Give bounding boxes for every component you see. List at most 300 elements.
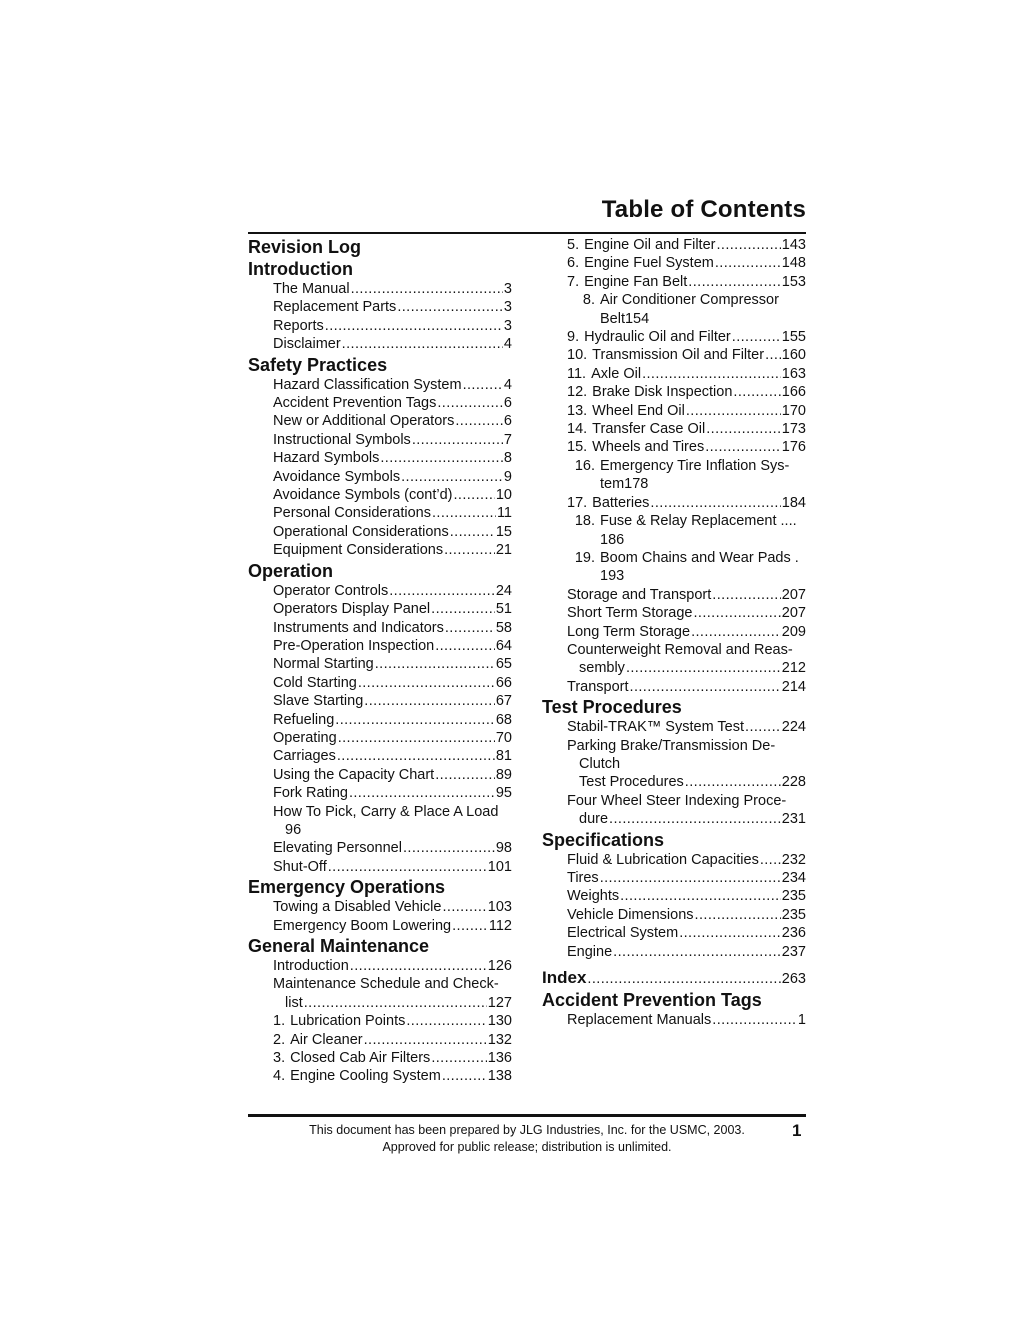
toc-entry-title: Long Term Storage bbox=[567, 623, 691, 640]
toc-entry-title: Refueling bbox=[273, 711, 335, 728]
toc-entry[interactable] bbox=[248, 582, 512, 600]
toc-entry-page: 3 bbox=[503, 281, 512, 297]
toc-section-heading[interactable]: Test Procedures bbox=[542, 697, 682, 718]
toc-entry[interactable] bbox=[248, 335, 512, 353]
toc-section-heading[interactable]: Safety Practices bbox=[248, 354, 388, 375]
toc-entry[interactable] bbox=[248, 541, 512, 559]
toc-entry-page: 3 bbox=[503, 317, 512, 334]
toc-entry-page: 235 bbox=[781, 888, 806, 905]
toc-entry[interactable] bbox=[542, 641, 806, 678]
toc-entry-title-cont: list bbox=[285, 994, 303, 1011]
leader-dots bbox=[364, 692, 495, 710]
toc-entry-page: 214 bbox=[781, 678, 806, 695]
page-title: Table of Contents bbox=[601, 196, 806, 223]
toc-entry[interactable] bbox=[248, 655, 512, 673]
toc-entry-page: 64 bbox=[495, 637, 512, 654]
toc-entry-title: Cold Starting bbox=[273, 674, 357, 691]
toc-entry-page: 58 bbox=[495, 619, 512, 636]
toc-entry[interactable] bbox=[542, 365, 806, 383]
leader-dots bbox=[444, 541, 495, 559]
toc-entry-title: Maintenance Schedule and Check- bbox=[273, 976, 499, 993]
toc-list-maintenance-numbered bbox=[542, 328, 806, 457]
leader-dots bbox=[600, 869, 781, 887]
toc-entry-number: 14. bbox=[567, 421, 588, 438]
leader-dots bbox=[693, 604, 780, 622]
leader-dots bbox=[679, 924, 781, 942]
toc-entry-title-cont: Test Procedures bbox=[579, 774, 684, 791]
toc-entry[interactable] bbox=[542, 943, 806, 961]
toc-entry-page: 231 bbox=[781, 811, 806, 828]
leader-dots bbox=[351, 280, 503, 298]
toc-entry-page: 10 bbox=[495, 487, 512, 504]
toc-entry[interactable] bbox=[542, 623, 806, 641]
toc-entry[interactable] bbox=[542, 887, 806, 905]
toc-entry[interactable] bbox=[248, 692, 512, 710]
toc-left-column bbox=[248, 236, 512, 1086]
toc-entry-page: 67 bbox=[495, 693, 512, 710]
toc-entry[interactable] bbox=[248, 784, 512, 802]
toc-entry-title: Stabil-TRAK™ System Test bbox=[567, 719, 745, 736]
leader-dots bbox=[375, 655, 495, 673]
leader-dots bbox=[325, 317, 503, 335]
toc-entry-title-cont: dure bbox=[579, 811, 609, 828]
toc-entry-number: 9. bbox=[567, 329, 580, 346]
toc-entry-page: 193 bbox=[600, 568, 625, 585]
toc-entry[interactable] bbox=[248, 975, 512, 1012]
toc-entry-title: Introduction bbox=[273, 958, 349, 974]
toc-entry[interactable] bbox=[248, 803, 512, 840]
leader-dots bbox=[401, 468, 503, 486]
toc-entry-page: 21 bbox=[495, 542, 512, 559]
toc-entry-title: Short Term Storage bbox=[567, 605, 693, 622]
toc-entry-title: Equipment Considerations bbox=[273, 542, 444, 559]
toc-entry-title: Operating bbox=[273, 729, 337, 746]
toc-entry[interactable] bbox=[248, 317, 512, 335]
leader-dots bbox=[765, 346, 781, 364]
toc-list-emergency bbox=[248, 898, 512, 935]
toc-entry-title: Weights bbox=[567, 888, 620, 905]
leader-dots bbox=[450, 523, 495, 541]
toc-entry-page: 103 bbox=[487, 899, 512, 916]
toc-entry-page: 184 bbox=[781, 494, 806, 511]
toc-entry-title: Operational Considerations bbox=[273, 523, 449, 540]
leader-dots bbox=[620, 887, 781, 905]
toc-entry-page: 127 bbox=[487, 994, 512, 1011]
leader-dots bbox=[342, 335, 503, 353]
toc-entry-number: 16. bbox=[574, 457, 595, 474]
toc-entry-title: Parking Brake/Transmission De- bbox=[567, 737, 776, 754]
leader-dots bbox=[431, 600, 495, 618]
toc-entry-title: Brake Disk Inspection bbox=[592, 384, 733, 401]
toc-entry-page: 263 bbox=[781, 971, 806, 988]
toc-section-heading[interactable]: Specifications bbox=[542, 829, 665, 850]
toc-entry-page: 65 bbox=[495, 656, 512, 673]
toc-entry-page: 170 bbox=[781, 402, 806, 419]
toc-entry-page: 24 bbox=[495, 582, 512, 599]
toc-entry[interactable] bbox=[248, 1012, 512, 1030]
page-number: 1 bbox=[792, 1121, 802, 1140]
toc-entry-title: Air Cleaner bbox=[290, 1031, 363, 1048]
toc-entry-page: 98 bbox=[495, 840, 512, 857]
toc-entry-title: Tires bbox=[567, 870, 599, 886]
toc-entry-title-cont: Clutch bbox=[579, 755, 621, 772]
leader-dots bbox=[380, 449, 503, 467]
toc-entry-title: Engine bbox=[567, 943, 613, 960]
toc-entry[interactable] bbox=[248, 298, 512, 316]
toc-entry-page: 228 bbox=[781, 774, 806, 791]
toc-list-introduction bbox=[248, 280, 512, 354]
toc-entry[interactable] bbox=[542, 851, 806, 869]
toc-entry-title: Carriages bbox=[273, 748, 336, 765]
toc-entry[interactable] bbox=[248, 1031, 512, 1049]
toc-entry[interactable] bbox=[248, 376, 512, 394]
toc-entry-page: 166 bbox=[781, 384, 806, 401]
toc-entry-title: Vehicle Dimensions bbox=[567, 906, 694, 923]
toc-entry-number: 12. bbox=[567, 384, 588, 401]
toc-entry-number: 5. bbox=[567, 237, 580, 253]
toc-entry-page: 130 bbox=[487, 1013, 512, 1030]
toc-entry-number: 6. bbox=[567, 255, 580, 272]
toc-entry-title: Avoidance Symbols bbox=[273, 468, 401, 485]
toc-right-column bbox=[542, 236, 806, 1029]
toc-entry-page: 207 bbox=[781, 605, 806, 622]
toc-entry[interactable] bbox=[542, 924, 806, 942]
toc-entry[interactable] bbox=[542, 792, 806, 829]
leader-dots bbox=[760, 851, 781, 869]
leader-dots bbox=[642, 365, 781, 383]
toc-entry[interactable] bbox=[248, 1067, 512, 1085]
toc-entry[interactable] bbox=[248, 504, 512, 522]
toc-entry-title: Engine Cooling System bbox=[290, 1068, 441, 1085]
toc-entry-title: Elevating Personnel bbox=[273, 840, 402, 857]
toc-entry-page: 224 bbox=[781, 719, 806, 736]
toc-entry-title: Four Wheel Steer Indexing Proce- bbox=[567, 792, 787, 809]
toc-entry-title: Replacement Manuals bbox=[567, 1012, 712, 1029]
leader-dots bbox=[328, 858, 487, 876]
toc-entry[interactable] bbox=[248, 280, 512, 298]
toc-entry-title: Storage and Transport bbox=[567, 586, 712, 603]
toc-entry-title: Emergency Boom Lowering bbox=[273, 917, 452, 934]
leader-dots bbox=[455, 412, 503, 430]
toc-entry-title: Index bbox=[542, 968, 587, 988]
leader-dots bbox=[442, 898, 486, 916]
toc-entry[interactable] bbox=[542, 420, 806, 438]
toc-entry[interactable] bbox=[248, 711, 512, 729]
toc-entry[interactable] bbox=[248, 486, 512, 504]
leader-dots bbox=[304, 994, 487, 1012]
toc-list-safety bbox=[248, 376, 512, 560]
toc-entry-page: 95 bbox=[495, 785, 512, 802]
toc-entry-page: 173 bbox=[781, 421, 806, 438]
toc-list-storage bbox=[542, 586, 806, 641]
toc-entry[interactable] bbox=[542, 494, 806, 512]
toc-entry-title: Using the Capacity Chart bbox=[273, 766, 435, 783]
toc-entry-page: 3 bbox=[503, 299, 512, 316]
toc-entry-page: 132 bbox=[487, 1031, 512, 1048]
leader-dots bbox=[432, 504, 496, 522]
toc-entry-page: 9 bbox=[503, 468, 512, 485]
toc-entry-title: Wheels and Tires bbox=[592, 439, 705, 456]
toc-entry-number: 11. bbox=[567, 365, 587, 382]
leader-dots bbox=[335, 711, 495, 729]
toc-entry-page: 51 bbox=[495, 601, 512, 618]
leader-dots bbox=[397, 298, 503, 316]
toc-entry[interactable] bbox=[248, 674, 512, 692]
toc-entry-number: 8. bbox=[582, 292, 595, 309]
toc-entry[interactable] bbox=[248, 394, 512, 412]
toc-entry-title: Counterweight Removal and Reas- bbox=[567, 641, 793, 658]
leader-dots bbox=[745, 718, 781, 736]
toc-entry-page: 15 bbox=[495, 523, 512, 540]
leader-dots bbox=[716, 236, 780, 254]
toc-entry-page: 8 bbox=[503, 450, 512, 467]
toc-entry[interactable] bbox=[248, 839, 512, 857]
toc-entry-title: Replacement Parts bbox=[273, 299, 397, 316]
toc-entry-title: Engine Fan Belt bbox=[584, 273, 688, 290]
toc-entry-title: Slave Starting bbox=[273, 693, 364, 710]
toc-entry-title: Boom Chains and Wear Pads . bbox=[600, 549, 799, 566]
leader-dots bbox=[463, 376, 503, 394]
toc-section-heading[interactable]: General Maintenance bbox=[248, 936, 430, 956]
toc-entry[interactable] bbox=[542, 328, 806, 346]
toc-entry-title: Instruments and Indicators bbox=[273, 619, 444, 636]
toc-entry[interactable] bbox=[542, 586, 806, 604]
toc-entry-page: 68 bbox=[495, 711, 512, 728]
toc-entry-title: Electrical System bbox=[567, 925, 679, 942]
toc-entry-page: 70 bbox=[495, 729, 512, 746]
toc-entry-page: 176 bbox=[781, 439, 806, 456]
leader-dots bbox=[691, 623, 781, 641]
leader-dots bbox=[705, 438, 781, 456]
leader-dots bbox=[706, 420, 781, 438]
toc-entry-title: Fuse & Relay Replacement .... bbox=[600, 513, 797, 530]
leader-dots bbox=[686, 402, 781, 420]
toc-entry[interactable] bbox=[542, 254, 806, 272]
toc-entry-page: 6 bbox=[503, 395, 512, 412]
toc-entry-page: 234 bbox=[781, 870, 806, 886]
toc-entry-title: Hazard Symbols bbox=[273, 450, 380, 467]
toc-entry-title: Hydraulic Oil and Filter bbox=[584, 329, 731, 346]
toc-list-operation bbox=[248, 582, 512, 803]
toc-entry-page: 235 bbox=[781, 906, 806, 923]
leader-dots bbox=[715, 254, 781, 272]
toc-entry-title: Transfer Case Oil bbox=[592, 421, 706, 438]
toc-entry-page: 112 bbox=[488, 917, 512, 934]
footer-line: Approved for public release; distribution is unlimited. bbox=[382, 1140, 672, 1154]
toc-entry[interactable] bbox=[248, 412, 512, 430]
leader-dots bbox=[453, 486, 494, 504]
footer bbox=[248, 1122, 806, 1156]
leader-dots bbox=[350, 957, 487, 975]
toc-entry-title: Engine Oil and Filter bbox=[584, 237, 716, 253]
toc-entry-title: Engine Fuel System bbox=[584, 255, 714, 272]
toc-section-heading[interactable]: Emergency Operations bbox=[248, 877, 446, 898]
toc-entry-title: Fork Rating bbox=[273, 785, 348, 802]
leader-dots bbox=[431, 1049, 486, 1067]
toc-entry[interactable] bbox=[248, 1049, 512, 1067]
toc-entry[interactable] bbox=[542, 346, 806, 364]
toc-entry[interactable] bbox=[248, 957, 512, 975]
toc-entry-page: 155 bbox=[781, 329, 806, 346]
toc-entry-title: Disclaimer bbox=[273, 336, 341, 353]
toc-section-heading[interactable]: Accident Prevention Tags bbox=[542, 990, 762, 1011]
toc-entry[interactable] bbox=[542, 1011, 806, 1029]
toc-entry[interactable] bbox=[542, 549, 806, 586]
toc-entry[interactable] bbox=[248, 637, 512, 655]
toc-entry[interactable] bbox=[542, 383, 806, 401]
toc-entry-title: Air Conditioner Compressor bbox=[600, 292, 779, 309]
toc-entry-title: Operator Controls bbox=[273, 582, 389, 599]
toc-entry-number: 4. bbox=[273, 1068, 286, 1085]
toc-entry-title: Avoidance Symbols (cont’d) bbox=[273, 487, 453, 504]
toc-entry-page: 6 bbox=[503, 413, 512, 430]
toc-entry[interactable] bbox=[248, 619, 512, 637]
toc-entry-page: 212 bbox=[781, 660, 806, 677]
toc-entry-title: Hazard Classification System bbox=[273, 376, 462, 393]
toc-entry[interactable] bbox=[248, 523, 512, 541]
toc-section-heading[interactable]: Introduction bbox=[248, 259, 353, 279]
toc-entry-title: Batteries bbox=[592, 494, 650, 511]
leader-dots bbox=[389, 582, 495, 600]
toc-entry-title: Operators Display Panel bbox=[273, 601, 431, 618]
toc-entry-page: 4 bbox=[503, 376, 512, 393]
toc-entry-title-cont: sembly bbox=[579, 660, 625, 677]
toc-entry-number: 1. bbox=[273, 1013, 286, 1030]
toc-entry[interactable] bbox=[542, 457, 806, 494]
toc-entry-page: 126 bbox=[487, 958, 512, 974]
toc-entry-number: 3. bbox=[273, 1050, 286, 1067]
toc-entry-title: Pre-Operation Inspection bbox=[273, 637, 435, 654]
leader-dots bbox=[712, 586, 781, 604]
toc-entry-page: 138 bbox=[487, 1068, 512, 1085]
leader-dots bbox=[338, 729, 495, 747]
toc-entry[interactable] bbox=[542, 291, 806, 328]
toc-entry[interactable] bbox=[248, 600, 512, 618]
leader-dots bbox=[626, 659, 781, 677]
toc-section-heading[interactable]: Operation bbox=[248, 560, 334, 581]
leader-dots bbox=[445, 619, 495, 637]
toc-entry-page: 136 bbox=[487, 1050, 512, 1067]
toc-entry[interactable] bbox=[248, 766, 512, 784]
leader-dots bbox=[403, 839, 495, 857]
toc-entry-title: Accident Prevention Tags bbox=[273, 395, 437, 412]
footer-rule bbox=[248, 1114, 806, 1117]
toc-list-specifications bbox=[542, 851, 806, 961]
toc-entry[interactable] bbox=[542, 604, 806, 622]
toc-entry[interactable] bbox=[542, 869, 806, 887]
footer-line: This document has been prepared by JLG Industries, Inc. for the USMC, 2003. bbox=[309, 1123, 745, 1137]
leader-dots bbox=[587, 968, 780, 990]
leader-dots bbox=[613, 943, 781, 961]
toc-entry[interactable] bbox=[542, 512, 806, 549]
toc-entry[interactable] bbox=[542, 402, 806, 420]
toc-entry-page: 1 bbox=[797, 1012, 806, 1029]
toc-entry[interactable] bbox=[248, 858, 512, 876]
toc-entry-title: Personal Considerations bbox=[273, 505, 431, 522]
toc-entry-page: 96 bbox=[285, 821, 302, 838]
toc-entry[interactable] bbox=[542, 273, 806, 291]
leader-dots bbox=[442, 1067, 487, 1085]
toc-entry-page: 4 bbox=[503, 336, 512, 353]
toc-entry-page: 153 bbox=[781, 273, 806, 290]
toc-entry-number: 19. bbox=[574, 549, 595, 566]
leader-dots bbox=[695, 906, 781, 924]
leader-dots bbox=[732, 328, 781, 346]
toc-section-heading[interactable]: Revision Log bbox=[248, 237, 362, 257]
toc-entry-title: Axle Oil bbox=[591, 365, 642, 382]
toc-entry-title: New or Additional Operators bbox=[273, 413, 455, 430]
toc-entry-page: 81 bbox=[495, 748, 512, 765]
toc-entry-title-cont: tem178 bbox=[600, 476, 649, 493]
toc-entry-page: 148 bbox=[781, 255, 806, 272]
toc-entry-number: 13. bbox=[567, 402, 588, 419]
leader-dots bbox=[435, 766, 495, 784]
toc-list-maintenance-numbered bbox=[542, 236, 806, 291]
toc-entry[interactable] bbox=[248, 747, 512, 765]
toc-entry-title: Instructional Symbols bbox=[273, 431, 411, 448]
toc-entry-number: 18. bbox=[574, 513, 595, 530]
toc-section-heading[interactable] bbox=[542, 967, 806, 989]
toc-entry-title: Emergency Tire Inflation Sys- bbox=[600, 457, 790, 474]
leader-dots bbox=[609, 810, 781, 828]
toc-entry-page: 237 bbox=[781, 943, 806, 960]
leader-dots bbox=[685, 773, 781, 791]
leader-dots bbox=[437, 394, 503, 412]
toc-entry-title: Towing a Disabled Vehicle bbox=[273, 899, 442, 916]
toc-entry-title: Reports bbox=[273, 317, 324, 334]
toc-entry-number: 15. bbox=[567, 439, 588, 456]
leader-dots bbox=[650, 494, 780, 512]
toc-entry-page: 163 bbox=[781, 365, 806, 382]
toc-entry[interactable] bbox=[542, 678, 806, 696]
toc-entry-page: 209 bbox=[781, 623, 806, 640]
toc-entry[interactable] bbox=[248, 898, 512, 916]
toc-entry-number: 10. bbox=[567, 347, 588, 364]
toc-entry[interactable] bbox=[248, 449, 512, 467]
leader-dots bbox=[364, 1031, 487, 1049]
toc-entry-page: 143 bbox=[781, 237, 806, 253]
toc-entry-page: 89 bbox=[495, 766, 512, 783]
toc-entry[interactable] bbox=[542, 438, 806, 456]
toc-entry-title: Transmission Oil and Filter bbox=[592, 347, 765, 364]
toc-entry[interactable] bbox=[248, 729, 512, 747]
toc-entry-page: 7 bbox=[503, 431, 512, 448]
toc-entry-title: Closed Cab Air Filters bbox=[290, 1050, 431, 1067]
toc-entry-title: Shut-Off bbox=[273, 858, 327, 875]
toc-entry-page: 232 bbox=[781, 851, 806, 868]
toc-entry-page: 207 bbox=[781, 586, 806, 603]
toc-entry-title: Normal Starting bbox=[273, 656, 374, 673]
toc-entry[interactable] bbox=[542, 236, 806, 254]
toc-entry[interactable] bbox=[248, 917, 512, 935]
toc-list-maintenance-numbered bbox=[248, 1012, 512, 1086]
toc-entry[interactable] bbox=[542, 718, 806, 736]
toc-entry-number: 2. bbox=[273, 1031, 286, 1048]
toc-entry[interactable] bbox=[248, 431, 512, 449]
toc-entry-page: 101 bbox=[487, 858, 512, 875]
title-rule bbox=[248, 232, 806, 234]
toc-entry-title: The Manual bbox=[273, 281, 350, 297]
toc-entry-number: 7. bbox=[567, 273, 580, 290]
toc-entry-title: Transport bbox=[567, 678, 629, 695]
toc-entry-title: Lubrication Points bbox=[290, 1013, 406, 1030]
toc-entry-page: 186 bbox=[600, 531, 625, 548]
toc-entry-page: 160 bbox=[781, 347, 806, 364]
toc-entry[interactable] bbox=[248, 468, 512, 486]
toc-entry[interactable] bbox=[542, 906, 806, 924]
toc-entry[interactable] bbox=[542, 737, 806, 792]
toc-entry-title-cont: Belt154 bbox=[600, 310, 650, 327]
